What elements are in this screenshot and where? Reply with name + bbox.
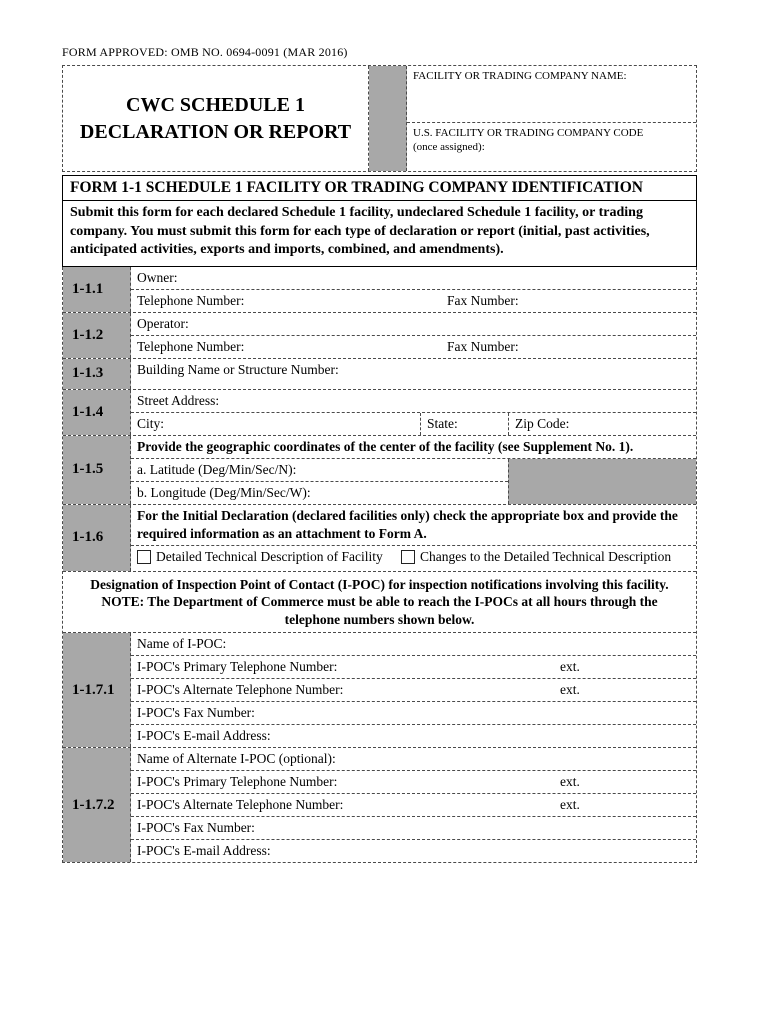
facility-name-field[interactable] <box>407 66 696 123</box>
ipoc-primary-ext-label: ext. <box>560 659 580 674</box>
initial-declaration-heading: For the Initial Declaration (declared facilities only) check the appropriate box and provide the required information as an attachment to Form A. <box>131 505 696 546</box>
ipoc-fax-label: I-POC's Fax Number: <box>137 705 255 720</box>
changes-description-checkbox[interactable] <box>401 550 415 564</box>
facility-code-label: U.S. FACILITY OR TRADING COMPANY CODE <box>413 127 644 139</box>
section-id: 1-1.5 <box>63 436 131 504</box>
operator-field[interactable] <box>131 313 696 336</box>
form-title-line2: DECLARATION OR REPORT <box>79 120 352 143</box>
alt-ipoc-alternate-phone-field[interactable] <box>131 794 696 817</box>
section-1-1-7-1 <box>63 633 696 748</box>
form-title-block <box>63 66 369 171</box>
ipoc-banner-line3: telephone numbers shown below. <box>284 611 475 627</box>
ipoc-banner-line1: Designation of Inspection Point of Contact (I-POC) for inspection notifications involving this facility. <box>90 576 669 592</box>
main-form-table <box>62 267 697 864</box>
coordinates-heading: Provide the geographic coordinates of the center of the facility (see Supplement No. 1). <box>131 436 696 459</box>
latitude-label: a. Latitude (Deg/Min/Sec/N): <box>137 461 297 477</box>
ipoc-email-field[interactable] <box>131 725 696 747</box>
form-header <box>62 65 697 172</box>
section-1-1-3 <box>63 359 696 390</box>
ipoc-name-field[interactable] <box>131 633 696 656</box>
zip-field[interactable] <box>509 413 696 435</box>
detailed-description-option <box>137 548 383 566</box>
alt-ipoc-alternate-phone-label: I-POC's Alternate Telephone Number: <box>137 797 344 812</box>
alt-ipoc-name-label: Name of Alternate I-POC (optional): <box>137 751 336 766</box>
alt-ipoc-name-field[interactable] <box>131 748 696 771</box>
alt-ipoc-email-field[interactable] <box>131 840 696 862</box>
operator-fax-label: Fax Number: <box>447 338 519 354</box>
street-address-label: Street Address: <box>137 392 220 408</box>
city-state-zip-row <box>131 413 696 435</box>
section-1-1-2 <box>63 313 696 359</box>
section-id: 1-1.3 <box>63 359 131 389</box>
state-label: State: <box>427 415 458 431</box>
header-right-column <box>407 66 696 171</box>
facility-name-label: FACILITY OR TRADING COMPANY NAME: <box>413 70 627 82</box>
ipoc-name-label: Name of I-POC: <box>137 636 227 651</box>
latitude-field[interactable] <box>131 459 508 482</box>
ipoc-banner-line2: NOTE: The Department of Commerce must be able to reach the I-POCs at all hours through the <box>101 594 658 609</box>
changes-description-option <box>401 548 671 566</box>
ipoc-designation-banner <box>63 572 696 634</box>
section-id: 1-1.4 <box>63 390 131 435</box>
header-gray-cell <box>369 66 407 171</box>
building-name-field[interactable] <box>131 359 696 389</box>
section-id: 1-1.7.2 <box>63 748 131 862</box>
owner-phone-fax-field[interactable] <box>131 290 696 312</box>
ipoc-email-label: I-POC's E-mail Address: <box>137 728 271 743</box>
owner-telephone-label: Telephone Number: <box>137 292 245 308</box>
section-id: 1-1.6 <box>63 505 131 571</box>
section-1-1-4 <box>63 390 696 436</box>
detailed-description-checkbox[interactable] <box>137 550 151 564</box>
alt-ipoc-primary-phone-field[interactable] <box>131 771 696 794</box>
changes-description-label: Changes to the Detailed Technical Description <box>420 548 672 564</box>
coordinates-block <box>131 459 696 504</box>
owner-fax-label: Fax Number: <box>447 292 519 308</box>
owner-label: Owner: <box>137 269 178 285</box>
alt-ipoc-primary-ext-label: ext. <box>560 774 580 789</box>
city-field[interactable] <box>131 413 421 435</box>
state-field[interactable] <box>421 413 509 435</box>
operator-phone-fax-field[interactable] <box>131 336 696 358</box>
detailed-description-label: Detailed Technical Description of Facility <box>156 548 383 564</box>
ipoc-alternate-phone-field[interactable] <box>131 679 696 702</box>
operator-telephone-label: Telephone Number: <box>137 338 245 354</box>
form-content <box>62 45 697 863</box>
alt-ipoc-alternate-ext-label: ext. <box>560 797 580 812</box>
section-1-1-1 <box>63 267 696 313</box>
section-1-1-5 <box>63 436 696 505</box>
instructions-text: Submit this form for each declared Schedule 1 facility, undeclared Schedule 1 facility, or trading company. You must submit this form for each type of declaration or report (initial, past activities, anticipated activities, exports and imports, combined, and amendments). <box>62 201 697 267</box>
building-name-label: Building Name or Structure Number: <box>137 361 339 377</box>
longitude-label: b. Longitude (Deg/Min/Sec/W): <box>137 484 311 500</box>
owner-field[interactable] <box>131 267 696 290</box>
ipoc-alternate-ext-label: ext. <box>560 682 580 697</box>
alt-ipoc-fax-label: I-POC's Fax Number: <box>137 820 255 835</box>
section-id: 1-1.1 <box>63 267 131 312</box>
omb-approval-line: FORM APPROVED: OMB NO. 0694-0091 (MAR 2016) <box>62 45 348 59</box>
longitude-field[interactable] <box>131 482 508 504</box>
ipoc-alternate-phone-label: I-POC's Alternate Telephone Number: <box>137 682 344 697</box>
section-1-1-7-2 <box>63 748 696 862</box>
form-title-line1: CWC SCHEDULE 1 <box>126 93 305 116</box>
ipoc-primary-phone-label: I-POC's Primary Telephone Number: <box>137 659 338 674</box>
city-label: City: <box>137 415 165 431</box>
zip-label: Zip Code: <box>515 415 570 431</box>
ipoc-primary-phone-field[interactable] <box>131 656 696 679</box>
alt-ipoc-primary-phone-label: I-POC's Primary Telephone Number: <box>137 774 338 789</box>
form-1-1-banner: FORM 1-1 SCHEDULE 1 FACILITY OR TRADING COMPANY IDENTIFICATION <box>62 175 697 201</box>
coordinates-gray-cell <box>508 459 696 504</box>
street-address-field[interactable] <box>131 390 696 413</box>
ipoc-fax-field[interactable] <box>131 702 696 725</box>
operator-label: Operator: <box>137 315 189 331</box>
declaration-checkbox-row <box>131 546 696 571</box>
section-id: 1-1.7.1 <box>63 633 131 747</box>
facility-code-sublabel: (once assigned): <box>413 141 485 153</box>
section-1-1-6 <box>63 505 696 572</box>
alt-ipoc-email-label: I-POC's E-mail Address: <box>137 843 271 858</box>
alt-ipoc-fax-field[interactable] <box>131 817 696 840</box>
section-id: 1-1.2 <box>63 313 131 358</box>
facility-code-field[interactable] <box>407 123 696 171</box>
